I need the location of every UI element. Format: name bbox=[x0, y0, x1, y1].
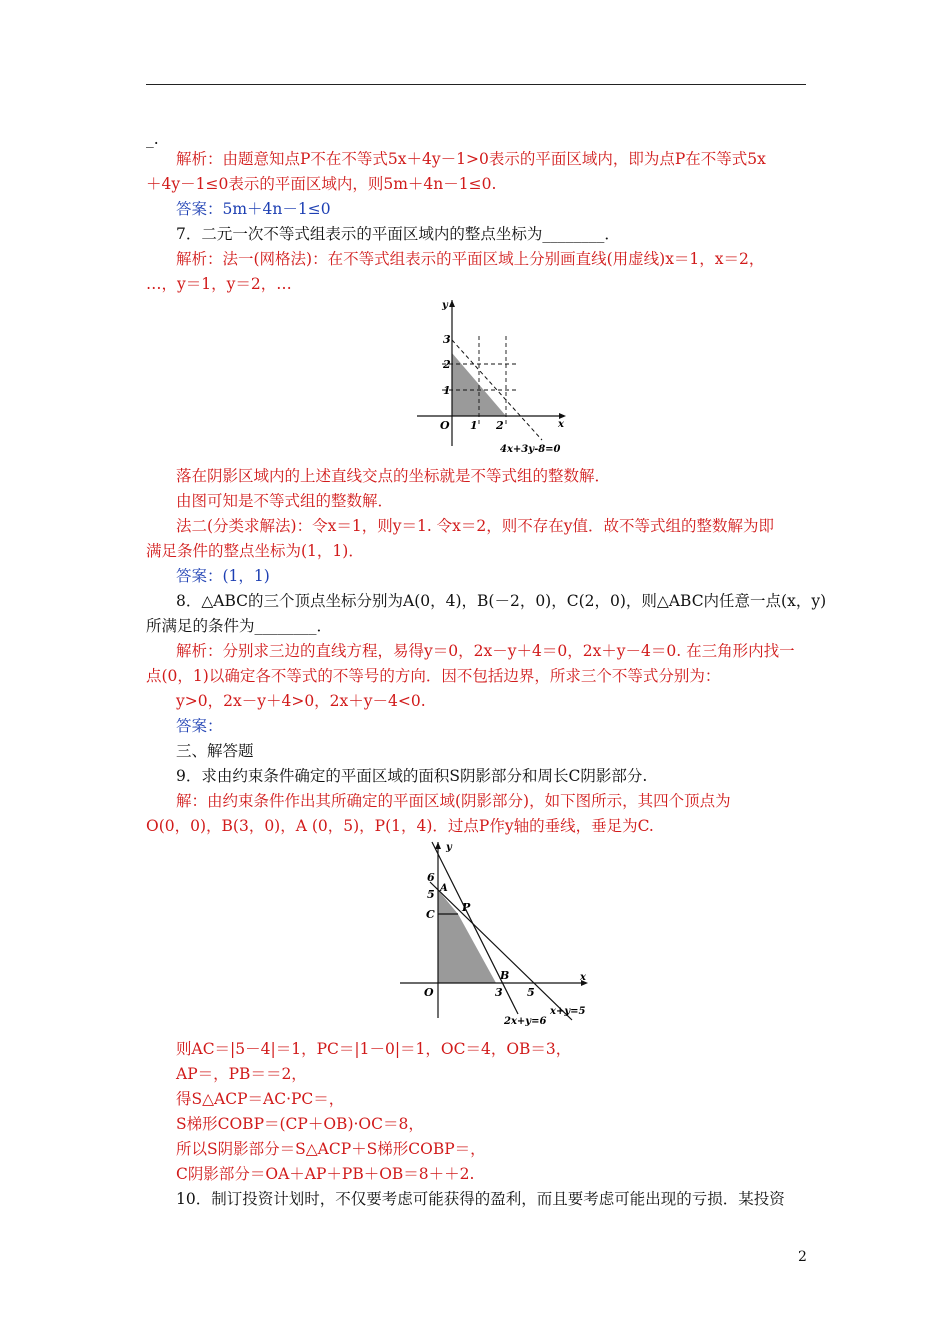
text-line: 由图可知是不等式组的整数解． bbox=[176, 492, 394, 510]
y-arrow-icon bbox=[449, 300, 455, 307]
text-line: 所满足的条件为________． bbox=[146, 617, 333, 635]
text-line: O(0，0)，B(3，0)，A (0，5)，P(1，4)．过点P作y轴的垂线，垂足为C. bbox=[146, 817, 654, 835]
svg-text:2: 2 bbox=[496, 419, 504, 432]
svg-text:2x+y=6: 2x+y=6 bbox=[504, 1016, 547, 1027]
svg-text:4x+3y-8=0: 4x+3y-8=0 bbox=[500, 444, 561, 455]
text-line: 10．制订投资计划时，不仅要考虑可能获得的盈利，而且要考虑可能出现的亏损．某投资 bbox=[176, 1190, 785, 1208]
svg-text:3: 3 bbox=[495, 986, 503, 999]
text-line: …，y＝1，y＝2，… bbox=[146, 275, 292, 293]
text-line: 得S△ACP＝AC·PC＝， bbox=[176, 1090, 345, 1108]
svg-text:x+y=5: x+y=5 bbox=[550, 1006, 586, 1017]
text-line: 8．△ABC的三个顶点坐标分别为A(0，4)，B(－2，0)，C(2，0)，则△ABC内任意一点(x，y) bbox=[176, 592, 827, 610]
svg-text:y: y bbox=[442, 300, 448, 311]
svg-text:O: O bbox=[440, 419, 450, 432]
text-line: 答案： bbox=[176, 717, 223, 735]
text-line: 法二(分类求解法)：令x＝1，则y＝1. 令x＝2，则不存在y值．故不等式组的整数解为即 bbox=[176, 517, 775, 535]
svg-text:y: y bbox=[446, 842, 452, 853]
svg-text:C: C bbox=[426, 908, 435, 921]
figure-area-problem bbox=[396, 838, 596, 1030]
header-rule bbox=[146, 84, 806, 85]
svg-text:5: 5 bbox=[527, 986, 535, 999]
text-line: 解析：分别求三边的直线方程，易得y＝0，2x－y＋4＝0，2x＋y－4＝0. 在三角形内找一 bbox=[176, 642, 795, 660]
svg-text:2: 2 bbox=[443, 358, 451, 371]
svg-text:1: 1 bbox=[470, 419, 478, 432]
svg-text:B: B bbox=[500, 969, 510, 982]
svg-text:P: P bbox=[462, 901, 471, 914]
text-line: 解析：法一(网格法)：在不等式组表示的平面区域上分别画直线(用虚线)x＝1，x＝2， bbox=[176, 250, 765, 268]
text-line: 解：由约束条件作出其所确定的平面区域(阴影部分)，如下图所示，其四个顶点为 bbox=[176, 792, 731, 810]
text-line: ＋4y－1≤0表示的平面区域内，则5m＋4n－1≤0. bbox=[146, 175, 497, 193]
svg-text:x: x bbox=[580, 972, 586, 983]
text-line: 答案：5m＋4n－1≤0 bbox=[176, 200, 331, 218]
svg-text:O: O bbox=[424, 986, 434, 999]
text-line: 9．求由约束条件确定的平面区域的面积S阴影部分和周长C阴影部分. bbox=[176, 767, 648, 785]
text-line: 则AC＝|5－4|＝1，PC＝|1－0|＝1，OC＝4，OB＝3， bbox=[176, 1040, 572, 1058]
svg-text:x: x bbox=[558, 419, 564, 430]
svg-text:3: 3 bbox=[443, 333, 451, 346]
text-line: 三、解答题 bbox=[176, 742, 254, 760]
y-arrow-icon bbox=[435, 842, 441, 849]
text-line: 解析：由题意知点P不在不等式5x＋4y－1>0表示的平面区域内，即为点P在不等式5x bbox=[176, 150, 766, 168]
text-line: 满足条件的整点坐标为(1，1)． bbox=[146, 542, 364, 560]
text-line: 答案：(1，1) bbox=[176, 567, 270, 585]
text-line: y>0，2x－y＋4>0，2x＋y－4<0. bbox=[176, 692, 426, 710]
text-line: 点(0，1)以确定各不等式的不等号的方向．因不包括边界，所求三个不等式分别为： bbox=[146, 667, 721, 685]
text-line: C阴影部分＝OA＋AP＋PB＋OB＝8＋＋2. bbox=[176, 1165, 475, 1183]
text-line: 7．二元一次不等式组表示的平面区域内的整点坐标为________． bbox=[176, 225, 620, 243]
svg-text:A: A bbox=[440, 883, 448, 894]
svg-text:1: 1 bbox=[443, 384, 451, 397]
svg-text:6: 6 bbox=[427, 871, 435, 884]
text-line: AP＝，PB＝＝2， bbox=[176, 1065, 307, 1083]
text-line: 所以S阴影部分＝S△ACP＋S梯形COBP＝， bbox=[176, 1140, 486, 1158]
text-line: 落在阴影区域内的上述直线交点的坐标就是不等式组的整数解． bbox=[176, 467, 611, 485]
page-number: 2 bbox=[798, 1249, 807, 1265]
text-line: S梯形COBP＝(CP＋OB)·OC＝8， bbox=[176, 1115, 424, 1133]
figure-grid-method bbox=[412, 296, 572, 456]
svg-text:5: 5 bbox=[427, 888, 435, 901]
text-line: _. bbox=[146, 130, 159, 148]
